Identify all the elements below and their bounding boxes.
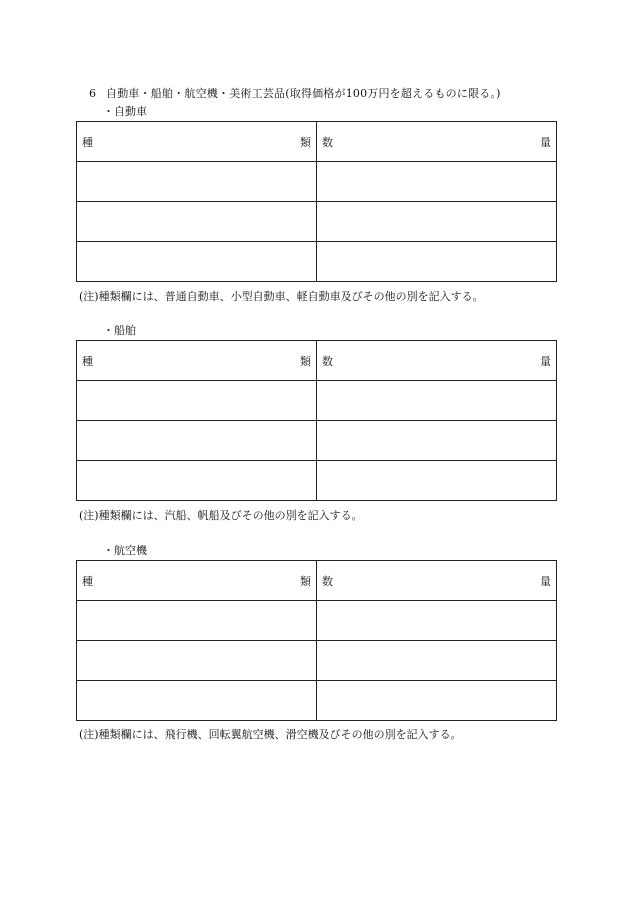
aircraft-note: (注)種類欄には、飛行機、回転翼航空機、滑空機及びその他の別を記入する。: [79, 728, 462, 741]
type-cell[interactable]: [77, 461, 317, 501]
type-header-right: 類: [300, 135, 311, 149]
quantity-header-right: 量: [540, 574, 551, 588]
type-cell[interactable]: [77, 202, 317, 242]
table-row: [77, 681, 557, 721]
type-header-cell: [77, 561, 317, 601]
automobile-note: (注)種類欄には、普通自動車、小型自動車、軽自動車及びその他の別を記入する。: [79, 290, 484, 303]
aircraft-table: [76, 560, 557, 721]
type-cell[interactable]: [77, 421, 317, 461]
quantity-header-left: 数: [322, 135, 333, 149]
aircraft-title: ・航空機: [103, 544, 147, 557]
section-number: 6: [89, 87, 97, 100]
quantity-header-cell: [317, 341, 557, 381]
table-row: [77, 381, 557, 421]
ship-table: [76, 340, 557, 501]
table-header-row: [77, 341, 557, 381]
type-cell[interactable]: [77, 601, 317, 641]
type-cell[interactable]: [77, 381, 317, 421]
section-title: 自動車・船舶・航空機・美術工芸品(取得価格が100万円を超えるものに限る。): [106, 87, 501, 100]
quantity-header-right: 量: [540, 354, 551, 368]
quantity-header-cell: [317, 122, 557, 162]
type-header-left: 種: [82, 135, 93, 149]
table-row: [77, 641, 557, 681]
quantity-cell[interactable]: [317, 381, 557, 421]
quantity-cell[interactable]: [317, 641, 557, 681]
table-header-row: [77, 561, 557, 601]
type-cell[interactable]: [77, 162, 317, 202]
type-cell[interactable]: [77, 641, 317, 681]
quantity-cell[interactable]: [317, 242, 557, 282]
quantity-header-left: 数: [322, 354, 333, 368]
table-header-row: [77, 122, 557, 162]
quantity-cell[interactable]: [317, 162, 557, 202]
quantity-cell[interactable]: [317, 421, 557, 461]
table-row: [77, 202, 557, 242]
section-heading: [89, 85, 501, 101]
table-row: [77, 601, 557, 641]
ship-title: ・船舶: [103, 324, 136, 337]
table-row: [77, 162, 557, 202]
quantity-cell[interactable]: [317, 461, 557, 501]
quantity-header-right: 量: [540, 135, 551, 149]
quantity-cell[interactable]: [317, 202, 557, 242]
type-cell[interactable]: [77, 242, 317, 282]
type-header-cell: [77, 122, 317, 162]
type-header-right: 類: [300, 354, 311, 368]
type-header-cell: [77, 341, 317, 381]
quantity-cell[interactable]: [317, 601, 557, 641]
automobile-title: ・自動車: [103, 105, 147, 118]
table-row: [77, 242, 557, 282]
ship-note: (注)種類欄には、汽船、帆船及びその他の別を記入する。: [79, 509, 363, 522]
type-cell[interactable]: [77, 681, 317, 721]
type-header-left: 種: [82, 574, 93, 588]
table-row: [77, 461, 557, 501]
type-header-right: 類: [300, 574, 311, 588]
quantity-header-left: 数: [322, 574, 333, 588]
table-row: [77, 421, 557, 461]
automobile-table: [76, 121, 557, 282]
quantity-header-cell: [317, 561, 557, 601]
quantity-cell[interactable]: [317, 681, 557, 721]
type-header-left: 種: [82, 354, 93, 368]
